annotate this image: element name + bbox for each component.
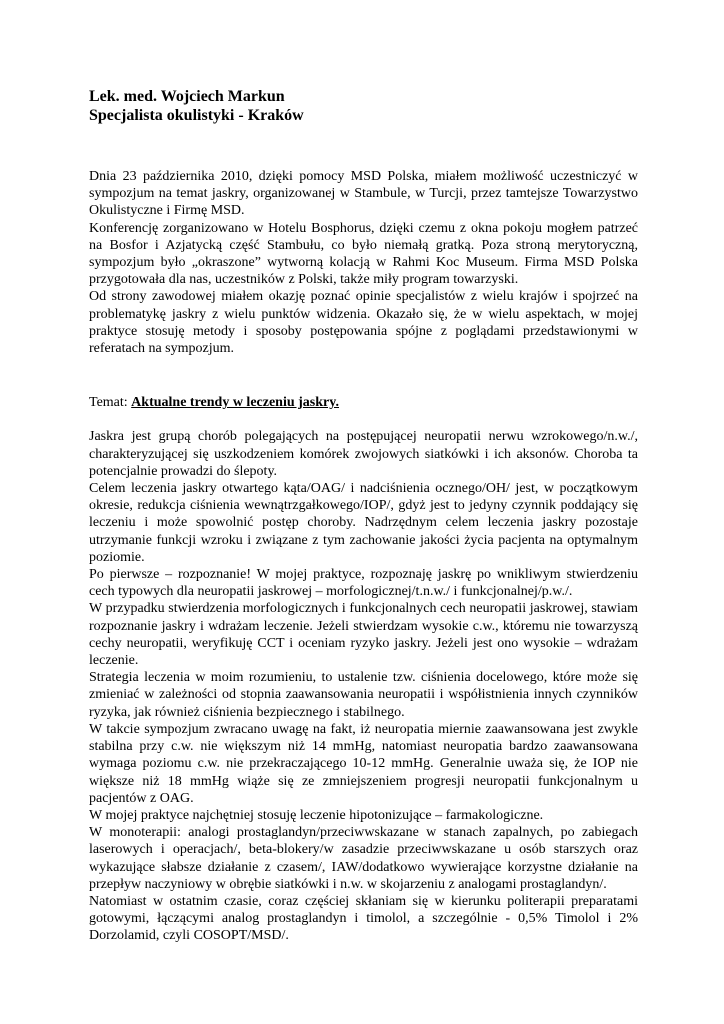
intro-section xyxy=(89,168,638,357)
intro-paragraph-2: Konferencję zorganizowano w Hotelu Bosphorus, dzięki czemu z okna pokoju mogłem patrzeć na Bosfor i Azjatycką część Stambułu, co było niemałą gratką. Poza stroną merytoryczną, sympozjum było „okraszone” wytworną kolacją w Rahmi Koc Museum. Firma MSD Polska przygotowała dla nas, uczestników z Polski, także miły program towarzyski. xyxy=(89,220,638,288)
topic-title: Aktualne trendy w leczeniu jaskry. xyxy=(131,395,339,411)
body-paragraph-1: Jaskra jest grupą chorób polegających na postępującej neuropatii nerwu wzrokowego/n.w./, charakteryzującej się uszkodzeniem komórek zwojowych siatkówki i ich aksonów. Choroba ta potencjalnie prowadzi do ślepoty. xyxy=(89,429,638,479)
body-paragraph-2: Celem leczenia jaskry otwartego kąta/OAG/ i nadciśnienia ocznego/OH/ jest, w początkowym okresie, redukcja ciśnienia wewnątrzgałkowego/IOP/, gdyż jest to jedyny czynnik poddający się leczeniu i może spowolnić postęp choroby. Nadrzędnym celem leczenia jaskry pozostaje utrzymanie funkcji wzroku i związane z tym zachowanie jakości życia pacjenta na optymalnym poziomie. xyxy=(89,481,638,565)
document-page xyxy=(89,87,638,945)
intro-paragraph-3: Od strony zawodowej miałem okazję poznać opinie specjalistów z wielu krajów i spojrzeć na problematykę jaskry z wielu punktów widzenia. Okazało się, że w wielu aspektach, w mojej praktyce stosuję metody i sposoby postępowania spójne z poglądami przedstawionymi w referatach na sympozjum. xyxy=(89,289,638,357)
body-paragraph-3: Po pierwsze – rozpoznanie! W mojej praktyce, rozpoznaję jaskrę po wnikliwym stwierdzeniu cech typowych dla neuropatii jaskrowej – morfologicznej/t.n.w./ i funkcjonalnej/p.w./. xyxy=(89,567,638,600)
author-name: Lek. med. Wojciech Markun xyxy=(89,88,285,105)
body-paragraph-6: W takcie sympozjum zwracano uwagę na fakt, iż neuropatia miernie zaawansowana jest zwykle stabilna przy c.w. nie większym niż 14 mmHg, natomiast neuropatia bardzo zaawansowana wymaga poziomu c.w. nie przekraczającego 10-12 mmHg. Generalnie uważa się, że IOP nie większe niż 18 mmHg wiąże się ze zmniejszeniem progresji neuropatii funkcjonalnym u pacjentów z OAG. xyxy=(89,721,638,806)
body-paragraph-9: Natomiast w ostatnim czasie, coraz częściej skłaniam się w kierunku politerapii preparatami gotowymi, łączącymi analog prostaglandyn i timolol, a szczególnie - 0,5% Timolol i 2% Dorzolamid, czyli COSOPT/MSD/. xyxy=(89,893,638,944)
body-paragraph-7: W mojej praktyce najchętniej stosuję leczenie hipotonizujące – farmakologiczne. xyxy=(89,807,544,823)
intro-paragraph-1: Dnia 23 października 2010, dzięki pomocy MSD Polska, miałem możliwość uczestniczyć w sympozjum na temat jaskry, organizowanej w Stambule, w Turcji, przez tamtejsze Towarzystwo Okulistyczne i Firmę MSD. xyxy=(89,169,638,219)
body-paragraph-4: W przypadku stwierdzenia morfologicznych i funkcjonalnych cech neuropatii jaskrowej, stawiam rozpoznanie jaskry i wdrażam leczenie. Jeżeli stwierdzam wysokie c.w., któremu nie towarzyszą cechy neuropatii, weryfikuję CCT i oceniam ryzyko jaskry. Jeżeli jest ono wysokie – wdrażam leczenie. xyxy=(89,601,638,669)
author-specialty: Specjalista okulistyki - Kraków xyxy=(89,107,304,124)
body-paragraph-8: W monoterapii: analogi prostaglandyn/przeciwwskazane w stanach zapalnych, po zabiegach laserowych i operacjach/, beta-blokery/w zasadzie przeciwwskazane u osób starszych oraz wykazujące słabsze działanie z czasem/, IAW/dodatkowo wywierające korzystne działanie na przepływ naczyniowy w obrębie siatkówki i n.w. w skojarzeniu z analogami prostaglandyn/. xyxy=(89,825,638,892)
topic-line xyxy=(89,394,638,411)
body-paragraph-5: Strategia leczenia w moim rozumieniu, to ustalenie tzw. ciśnienia docelowego, które może się zmieniać w zależności od stopnia zaawansowania neuropatii i współistnienia innych czynników ryzyka, jak również ciśnienia bezpiecznego i stabilnego. xyxy=(89,670,638,720)
topic-prefix: Temat: xyxy=(89,395,132,411)
body-section xyxy=(89,428,638,944)
